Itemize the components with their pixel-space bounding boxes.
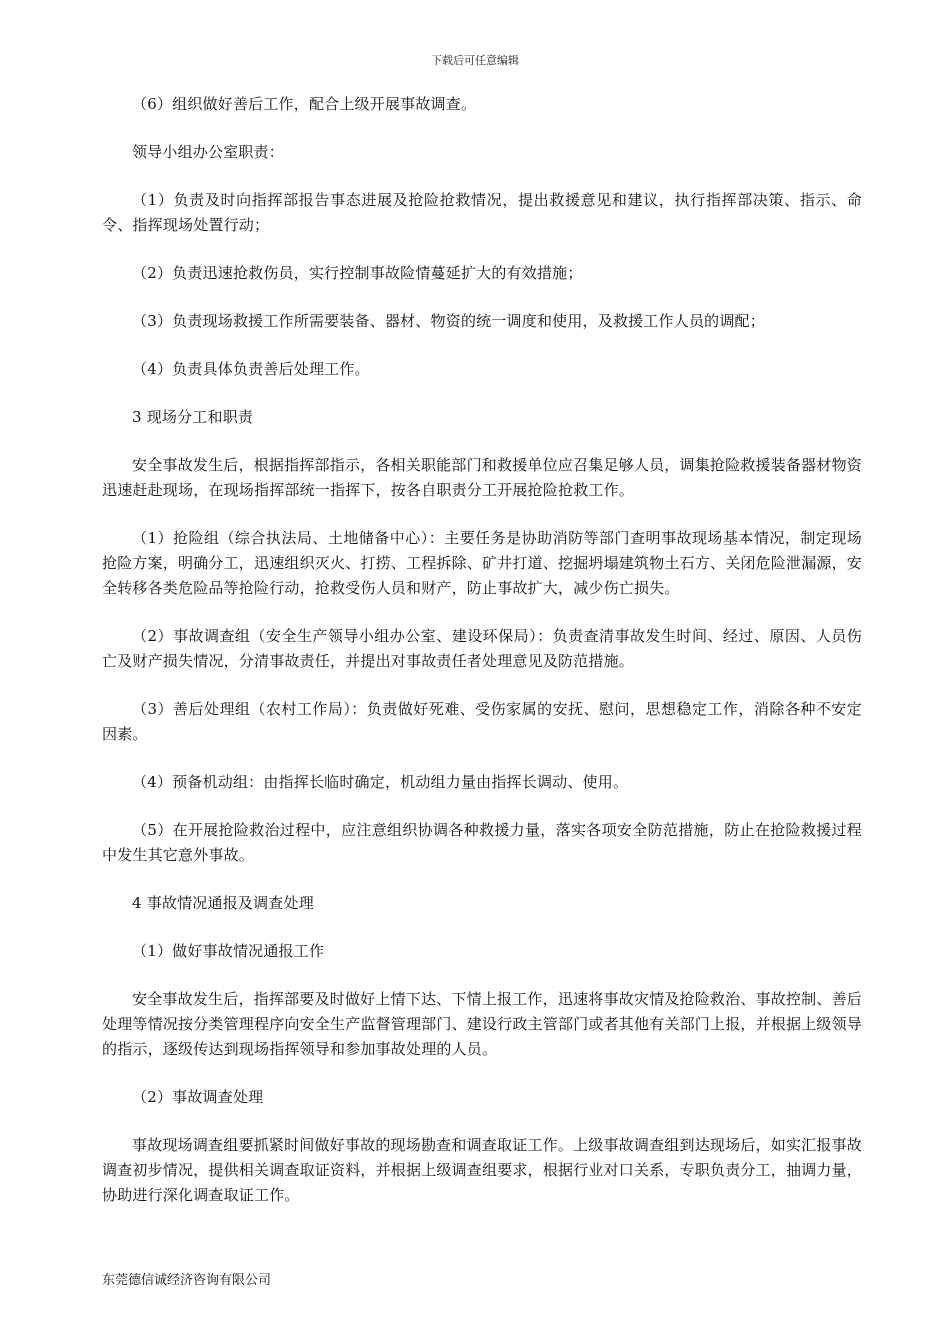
paragraph: （6）组织做好善后工作，配合上级开展事故调查。 <box>132 95 477 113</box>
paragraph: 安全事故发生后，根据指挥部指示，各相关职能部门和救援单位应召集足够人员，调集抢险救援装备器材物资迅速赶赴现场，在现场指挥部统一指挥下，按各自职责分工开展抢险抢救工作。 <box>102 456 862 499</box>
paragraph: （1）抢险组（综合执法局、土地储备中心）：主要任务是协助消防等部门查明事故现场基本情况，制定现场抢险方案，明确分工，迅速组织灭火、打捞、工程拆除、矿井打道、挖掘坍塌建筑物土石方、关闭危险泄漏源，安全转移各类危险品等抢险行动，抢救受伤人员和财产，防止事故扩大，减少伤亡损失。 <box>102 529 863 597</box>
paragraph: （2）负责迅速抢救伤员，实行控制事故险情蔓延扩大的有效措施； <box>132 264 583 282</box>
paragraph: 事故现场调查组要抓紧时间做好事故的现场勘查和调查取证工作。上级事故调查组到达现场后，如实汇报事故调查初步情况，提供相关调查取证资料，并根据上级调查组要求，根据行业对口关系，专职负责分工，抽调力量，协助进行深化调查取证工作。 <box>102 1136 863 1204</box>
paragraph: （3）善后处理组（农村工作局）：负责做好死难、受伤家属的安抚、慰问，思想稳定工作，消除各种不安定因素。 <box>102 700 862 743</box>
page-header: 下载后可任意编辑 <box>431 54 519 67</box>
section-heading: 3 现场分工和职责 <box>132 408 254 426</box>
subsection-heading: （1）做好事故情况通报工作 <box>132 942 325 960</box>
page-footer: 东莞德信诚经济咨询有限公司 <box>102 1273 272 1288</box>
subsection-heading: （2）事故调查处理 <box>132 1088 264 1106</box>
document-body <box>102 92 862 1231</box>
paragraph: （4）负责具体负责善后处理工作。 <box>132 360 370 378</box>
paragraph: 领导小组办公室职责： <box>132 143 285 161</box>
paragraph: 安全事故发生后，指挥部要及时做好上情下达、下情上报工作，迅速将事故灾情及抢险救治、事故控制、善后处理等情况按分类管理程序向安全生产监督管理部门、建设行政主管部门或者其他有关部门上报，并根据上级领导的指示，逐级传达到现场指挥领导和参加事故处理的人员。 <box>102 990 863 1058</box>
paragraph: （5）在开展抢险救治过程中，应注意组织协调各种救援力量，落实各项安全防范措施，防止在抢险救援过程中发生其它意外事故。 <box>102 821 862 864</box>
paragraph: （4）预备机动组：由指挥长临时确定，机动组力量由指挥长调动、使用。 <box>132 773 629 791</box>
paragraph: （2）事故调查组（安全生产领导小组办公室、建设环保局）：负责查清事故发生时间、经过、原因、人员伤亡及财产损失情况，分清事故责任，并提出对事故责任者处理意见及防范措施。 <box>102 627 862 670</box>
paragraph: （1）负责及时向指挥部报告事态进展及抢险抢救情况，提出救援意见和建议，执行指挥部决策、指示、命令、指挥现场处置行动； <box>102 191 862 234</box>
paragraph: （3）负责现场救援工作所需要装备、器材、物资的统一调度和使用，及救援工作人员的调配； <box>132 312 765 330</box>
section-heading: 4 事故情况通报及调查处理 <box>132 894 314 912</box>
